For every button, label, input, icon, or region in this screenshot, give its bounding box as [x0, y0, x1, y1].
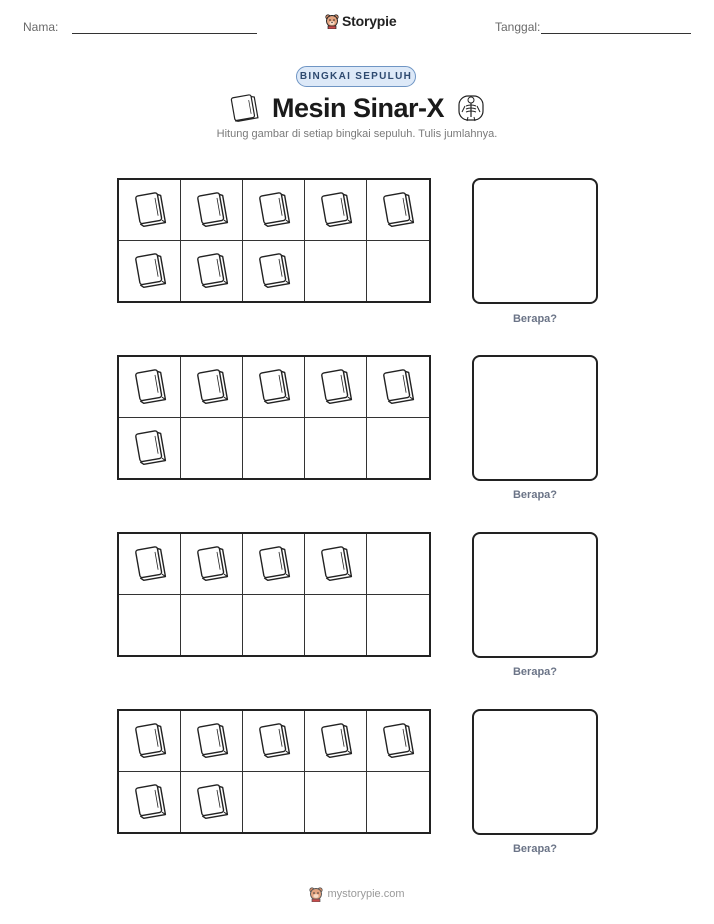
- frame-cell: [119, 357, 181, 418]
- frame-cell: [305, 772, 367, 833]
- frame-cell: [119, 534, 181, 595]
- section-badge: BINGKAI SEPULUH: [296, 66, 416, 87]
- frame-cell: [181, 772, 243, 833]
- frame-cell: [367, 595, 429, 656]
- ten-frame-3: [117, 532, 431, 657]
- book-icon: [317, 189, 355, 231]
- name-line[interactable]: [72, 33, 257, 34]
- frame-cell: [367, 772, 429, 833]
- book-icon: [193, 189, 231, 231]
- frame-cell: [119, 772, 181, 833]
- xray-skeleton-icon: [456, 92, 486, 124]
- frame-cell: [305, 180, 367, 241]
- frame-cell: [305, 595, 367, 656]
- book-icon: [193, 720, 231, 762]
- frame-cell: [119, 711, 181, 772]
- frame-cell: [119, 241, 181, 302]
- frame-cell: [119, 418, 181, 479]
- date-label: Tanggal:: [495, 20, 541, 34]
- frame-cell: [367, 418, 429, 479]
- frame-cell: [243, 357, 305, 418]
- frame-cell: [119, 595, 181, 656]
- frame-cell: [367, 241, 429, 302]
- frame-cell: [243, 711, 305, 772]
- book-icon: [317, 543, 355, 585]
- book-icon: [228, 93, 260, 123]
- frame-cell: [181, 241, 243, 302]
- book-icon: [317, 720, 355, 762]
- frame-cell: [181, 534, 243, 595]
- book-icon: [131, 250, 169, 292]
- ten-frame-1: [117, 178, 431, 303]
- frame-cell: [305, 357, 367, 418]
- frame-cell: [181, 357, 243, 418]
- bear-mascot-icon: [325, 13, 339, 29]
- book-icon: [131, 189, 169, 231]
- footer-url: mystorypie.com: [327, 888, 405, 900]
- ten-frame-4: [117, 709, 431, 834]
- frame-cell: [367, 180, 429, 241]
- book-icon: [255, 720, 293, 762]
- brand-name: Storypie: [342, 13, 397, 29]
- date-line[interactable]: [541, 33, 691, 34]
- book-icon: [379, 720, 417, 762]
- book-icon: [317, 366, 355, 408]
- answer-box-2[interactable]: [472, 355, 598, 481]
- answer-label-2: Berapa?: [512, 489, 558, 501]
- book-icon: [255, 543, 293, 585]
- answer-box-4[interactable]: [472, 709, 598, 835]
- book-icon: [255, 250, 293, 292]
- answer-label-4: Berapa?: [512, 843, 558, 855]
- book-icon: [131, 427, 169, 469]
- frame-cell: [243, 534, 305, 595]
- book-icon: [131, 543, 169, 585]
- frame-cell: [243, 595, 305, 656]
- footer: [0, 886, 714, 902]
- book-icon: [193, 250, 231, 292]
- frame-cell: [181, 711, 243, 772]
- frame-cell: [367, 534, 429, 595]
- frame-cell: [181, 418, 243, 479]
- frame-cell: [305, 711, 367, 772]
- name-label: Nama:: [23, 20, 59, 34]
- answer-box-3[interactable]: [472, 532, 598, 658]
- frame-cell: [243, 418, 305, 479]
- book-icon: [255, 189, 293, 231]
- instructions: Hitung gambar di setiap bingkai sepuluh. Tulis jumlahnya.: [216, 128, 498, 140]
- frame-cell: [181, 595, 243, 656]
- book-icon: [255, 366, 293, 408]
- answer-box-1[interactable]: [472, 178, 598, 304]
- frame-cell: [119, 180, 181, 241]
- book-icon: [193, 543, 231, 585]
- book-icon: [131, 720, 169, 762]
- book-icon: [193, 781, 231, 823]
- page-title: Mesin Sinar-X: [272, 93, 445, 123]
- frame-cell: [305, 418, 367, 479]
- ten-frame-2: [117, 355, 431, 480]
- answer-label-3: Berapa?: [512, 666, 558, 678]
- book-icon: [379, 189, 417, 231]
- frame-cell: [367, 711, 429, 772]
- answer-label-1: Berapa?: [512, 313, 558, 325]
- frame-cell: [243, 180, 305, 241]
- bear-mascot-icon: [309, 886, 323, 902]
- frame-cell: [181, 180, 243, 241]
- book-icon: [193, 366, 231, 408]
- frame-cell: [305, 534, 367, 595]
- book-icon: [131, 366, 169, 408]
- frame-cell: [367, 357, 429, 418]
- brand-logo: [325, 13, 396, 29]
- frame-cell: [243, 241, 305, 302]
- frame-cell: [243, 772, 305, 833]
- book-icon: [379, 366, 417, 408]
- frame-cell: [305, 241, 367, 302]
- book-icon: [131, 781, 169, 823]
